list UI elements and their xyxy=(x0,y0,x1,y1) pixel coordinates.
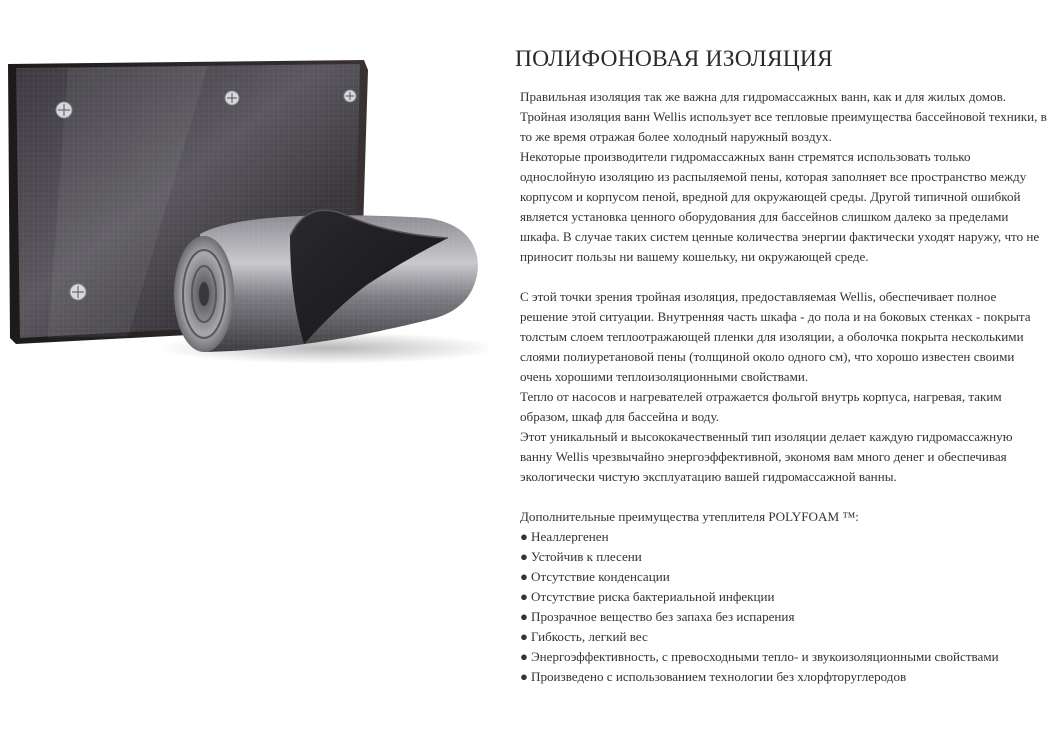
benefit-text: Произведено с использованием технологии без хлорфторуглеродов xyxy=(531,669,907,684)
bullet-icon: ● xyxy=(520,609,528,624)
benefits-intro: Дополнительные преимущества утеплителя POLYFOAM ™: xyxy=(520,509,859,524)
list-item xyxy=(520,647,1047,667)
list-item xyxy=(520,607,1047,627)
benefit-text: Отсутствие риска бактериальной инфекции xyxy=(531,589,775,604)
list-item xyxy=(520,547,1047,567)
list-item xyxy=(520,627,1047,647)
paragraph: С этой точки зрения тройная изоляция, предоставляемая Wellis, обеспечивает полное решение этой ситуации. Внутренняя часть шкафа - до пола и на боковых стенках - покрыта толстым слоем теплоотражающей пленки для изоляции, а оболочка покрыта несколькими слоями полиуретановой пены (толщиной около одного см), что хорошо известен своими очень хорошими теплоизоляционными свойствами. xyxy=(520,289,1031,384)
bullet-icon: ● xyxy=(520,649,528,664)
bullet-icon: ● xyxy=(520,529,528,544)
benefit-text: Гибкость, легкий вес xyxy=(531,629,648,644)
list-item xyxy=(520,527,1047,547)
list-item xyxy=(520,567,1047,587)
benefit-text: Энергоэффективность, с превосходными тепло- и звукоизоляционными свойствами xyxy=(531,649,999,664)
paragraph-gap xyxy=(520,487,1047,507)
paragraph: Этот уникальный и высококачественный тип изоляции делает каждую гидромассажную ванну Wellis чрезвычайно энергоэффективной, экономя вам много денег и обеспечивая экологически чистую эксплуатацию вашей гидромассажной ванны. xyxy=(520,429,1013,484)
list-item xyxy=(520,667,1047,687)
article xyxy=(515,44,1047,687)
benefit-text: Отсутствие конденсации xyxy=(531,569,670,584)
paragraph: Некоторые производители гидромассажных ванн стремятся использовать только однослойную изоляцию из распыляемой пены, которая заполняет все пространство между корпусом и корпусом пеной, вредной для окружающей среды. Другой типичной ошибкой является установка ценного оборудования для бассейнов слишком далеко за пределами шкафа. В случае таких систем ценные количества энергии фактически уходят наружу, что не приносит пользы ни вашему кошельку, ни окружающей среде. xyxy=(520,149,1040,264)
product-image xyxy=(8,58,488,378)
article-body xyxy=(515,87,1047,687)
benefits-list xyxy=(520,527,1047,687)
benefit-text: Неаллергенен xyxy=(531,529,609,544)
benefit-text: Прозрачное вещество без запаха без испарения xyxy=(531,609,795,624)
paragraph: Тепло от насосов и нагревателей отражается фольгой внутрь корпуса, нагревая, таким образом, шкаф для бассейна и воду. xyxy=(520,389,1002,424)
bullet-icon: ● xyxy=(520,589,528,604)
page-title: ПОЛИФОНОВАЯ ИЗОЛЯЦИЯ xyxy=(515,46,833,72)
list-item xyxy=(520,587,1047,607)
bullet-icon: ● xyxy=(520,669,528,684)
paragraph-gap xyxy=(520,267,1047,287)
bullet-icon: ● xyxy=(520,629,528,644)
paragraph: Правильная изоляция так же важна для гидромассажных ванн, как и для жилых домов. Тройная изоляция ванн Wellis использует все тепловые преимущества бассейновой техники, в то же время отражая более холодный наружный воздух. xyxy=(520,89,1047,144)
benefit-text: Устойчив к плесени xyxy=(531,549,642,564)
bullet-icon: ● xyxy=(520,549,528,564)
bullet-icon: ● xyxy=(520,569,528,584)
